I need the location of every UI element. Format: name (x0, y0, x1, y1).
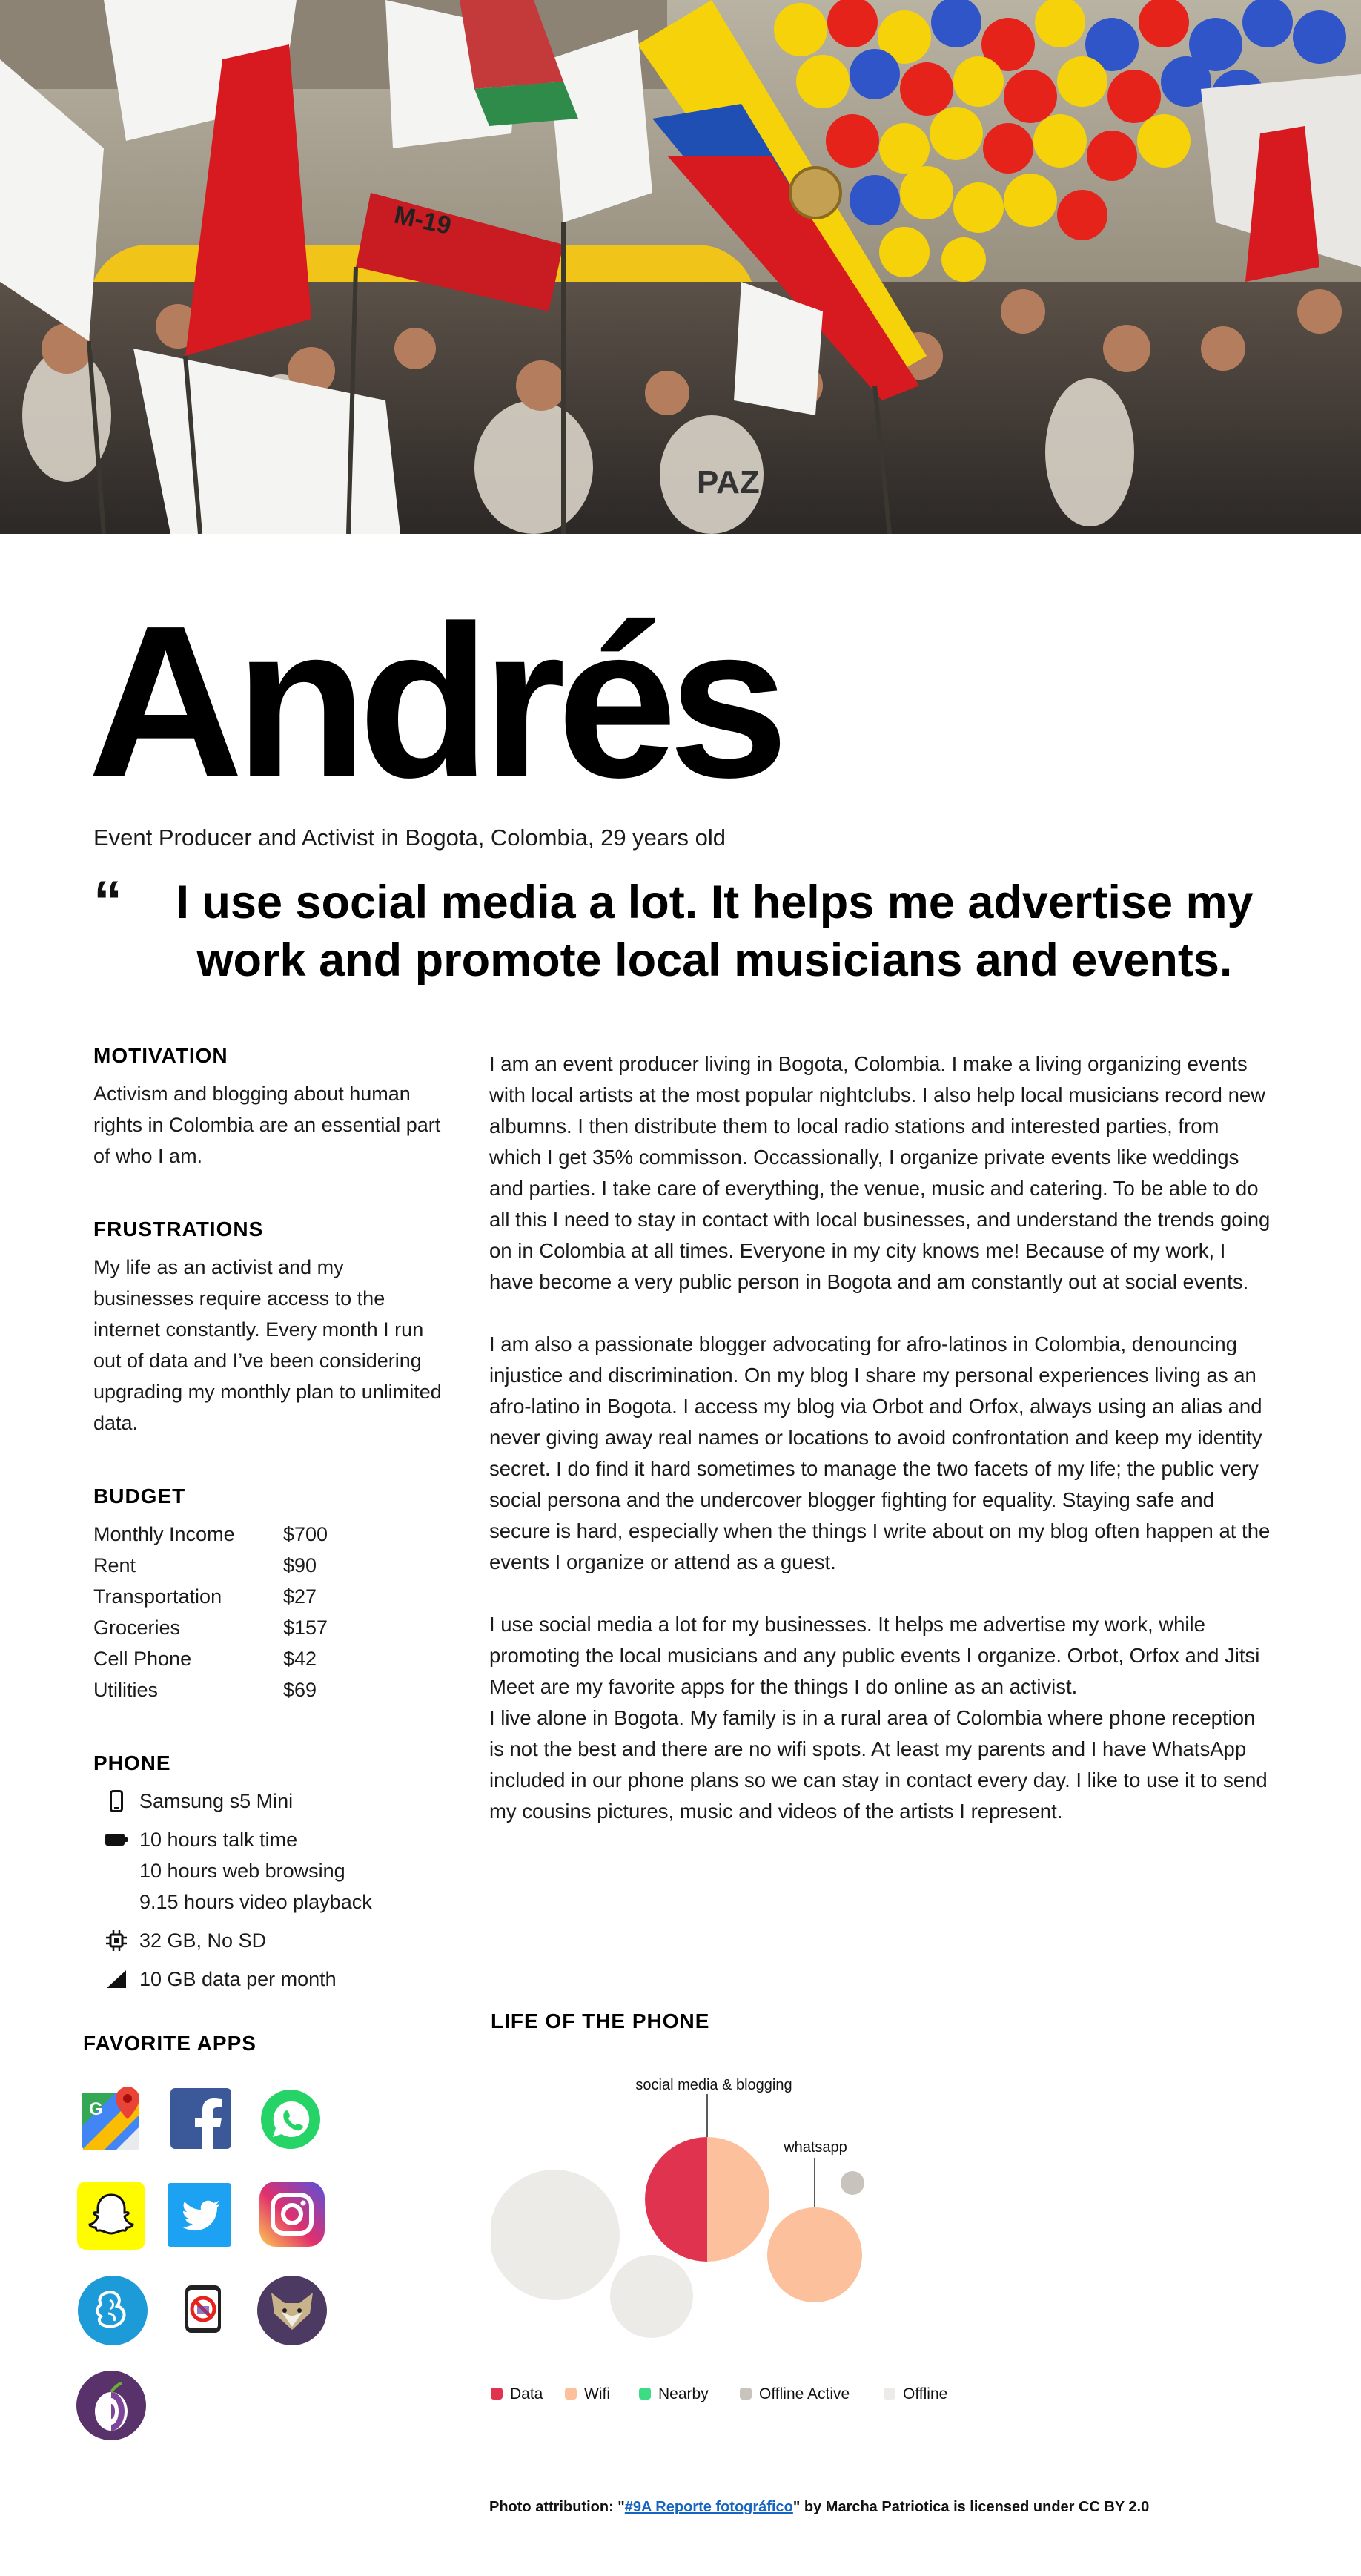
legend-label-data: Data (510, 2385, 543, 2402)
legend-swatch-nearby (639, 2388, 651, 2400)
social-media-label: social media & blogging (635, 2077, 792, 2093)
legend-label-nearby: Nearby (658, 2385, 709, 2402)
phone-model-row (93, 1786, 442, 1817)
phone-heading: PHONE (93, 1751, 171, 1774)
budget-value: $69 (283, 1679, 317, 1701)
orbot-icon[interactable] (181, 2282, 252, 2354)
quote-text: I use social media a lot. It helps me advertise my work and promote local musicians and events. (176, 876, 1254, 986)
persona-subtitle: Event Producer and Activist in Bogota, Colombia, 29 years old (93, 825, 726, 851)
story-paragraph-1: I am an event producer living in Bogota, Colombia. I make a living organizing events with local artists at the most popular nightclubs. I also help local musicians record new albumns. I then distribute them to local radio stations and interested parties, from which I get 35% commisson. Occassionally, I organize private events like weddings and parties. I take care of everything, the venue, music and catering. To be able to do all this I need to stay in contact with local businesses, and understand the trends going on in Colombia at all times. Everyone in my city knows me! Because of my work, I have become a very public person in Bogota and am constantly out at social events. (489, 1052, 1271, 1293)
life-of-phone-section (491, 2009, 1158, 2425)
favorite-apps-heading: FAVORITE APPS (83, 2032, 256, 2055)
attribution-prefix: Photo attribution: " (489, 2499, 625, 2515)
budget-value: $27 (283, 1585, 317, 1608)
legend-label-offline: Offline (903, 2385, 948, 2402)
budget-value: $700 (283, 1523, 328, 1545)
budget-label: Utilities (93, 1679, 159, 1701)
quote-mark-icon: “ (93, 868, 122, 934)
budget-row (93, 1674, 442, 1705)
budget-row (93, 1581, 442, 1612)
budget-value: $90 (283, 1554, 317, 1576)
phone-section (93, 1751, 442, 2002)
attribution-suffix: " by Marcha Patriotica is licensed under CC BY 2.0 (792, 2499, 1150, 2515)
legend-swatch-offline (884, 2388, 895, 2400)
story-paragraph-3: I use social media a lot for my businesses. It helps me advertise my work, while promoting the local musicians and any public events I organize. Orbot, Orfox and Jitsi Meet are my favorite apps for the things I do online as an activist. (489, 1613, 1260, 1698)
budget-value: $157 (283, 1616, 328, 1639)
battery-icon (93, 1824, 139, 1855)
budget-value: $42 (283, 1648, 317, 1670)
bubble-offline-active (841, 2171, 864, 2195)
motivation-heading: MOTIVATION (93, 1044, 228, 1067)
chip-icon (93, 1925, 139, 1956)
protest-crowd-image (0, 0, 1361, 534)
story-column (489, 1048, 1275, 1827)
svg-text:G: G (89, 2099, 103, 2119)
budget-label: Monthly Income (93, 1523, 235, 1545)
frustrations-text: My life as an activist and my businesses require access to the internet constantly. Every month I run out of data and I’ve been considering upgrading my monthly plan to unlimited data. (93, 1256, 442, 1434)
bubble-whatsapp (767, 2207, 862, 2302)
legend-label-wifi: Wifi (584, 2385, 610, 2402)
bubble-social-media-wifi-half (707, 2137, 769, 2262)
life-of-phone-heading: LIFE OF THE PHONE (491, 2009, 710, 2032)
legend-swatch-offline-active (740, 2388, 752, 2400)
signal-icon (93, 1964, 139, 1995)
twitter-icon[interactable] (168, 2183, 239, 2254)
flag-text-m19: M-19 (391, 200, 454, 240)
smartphone-icon (93, 1786, 139, 1817)
google-maps-icon[interactable] (79, 2085, 150, 2156)
persona-quote (93, 868, 1294, 989)
budget-label: Rent (93, 1554, 136, 1576)
story-paragraph-2: I am also a passionate blogger advocating for afro-latinos in Colombia, denouncing injustice and discrimination. On my blog I share my personal experiences living as an afro-latino in Bogota. I access my blog via Orbot and Orfox, always using an alias and never giving away real names or locations to avoid confrontation and keep my identity secret. I do find it hard sometimes to manage the two facets of my life; the public very social persona and the undercover blogger fighting for equality. Staying safe and secure is hard, especially when the things I write about on my blog often happen at the events I organize or attend as a guest. (489, 1332, 1271, 1573)
chart-legend (491, 2385, 947, 2402)
budget-row (93, 1519, 442, 1550)
budget-heading: BUDGET (93, 1484, 186, 1507)
story-paragraph-4: I live alone in Bogota. My family is in a rural area of Colombia where phone reception is not the best and there are no wifi spots. At least my parents and I have WhatsApp included in our phone plans so we can stay in contact every day. I like to use it to send my cousins pictures, music and videos of the artists I represent. (489, 1706, 1268, 1823)
phone-data-plan: 10 GB data per month (139, 1968, 337, 1990)
jitsi-icon[interactable] (77, 2275, 148, 2346)
phone-storage-row (93, 1925, 442, 1956)
frustrations-section (93, 1218, 442, 1439)
bubble-offline-small (610, 2255, 693, 2338)
motivation-section (93, 1044, 442, 1172)
whatsapp-icon[interactable] (259, 2088, 331, 2159)
budget-row (93, 1612, 442, 1643)
apps-grid (76, 2085, 402, 2500)
whatsapp-label: whatsapp (784, 2139, 847, 2156)
flag-text-paz: PAZ (697, 464, 760, 501)
budget-label: Cell Phone (93, 1648, 192, 1670)
budget-row (93, 1643, 442, 1674)
phone-data-row (93, 1964, 442, 1995)
legend-swatch-wifi (565, 2388, 577, 2400)
battery-talk-time: 10 hours talk time (139, 1829, 298, 1851)
budget-label: Transportation (93, 1585, 222, 1608)
orfox-icon[interactable] (256, 2275, 328, 2346)
frustrations-heading: FRUSTRATIONS (93, 1218, 264, 1241)
phone-model: Samsung s5 Mini (139, 1790, 294, 1812)
facebook-icon[interactable] (170, 2088, 242, 2159)
budget-label: Groceries (93, 1616, 181, 1639)
battery-video-playback: 9.15 hours video playback (139, 1891, 372, 1913)
phone-storage: 32 GB, No SD (139, 1929, 267, 1952)
photo-attribution (489, 2499, 1149, 2516)
budget-row (93, 1550, 442, 1581)
instagram-icon[interactable] (258, 2180, 329, 2251)
attribution-link[interactable]: #9A Reporte fotográfico (624, 2499, 793, 2515)
hero-photo (0, 0, 1361, 534)
legend-swatch-data (491, 2388, 503, 2400)
motivation-text: Activism and blogging about human rights in Colombia are an essential part of who I am. (93, 1083, 441, 1167)
battery-web-browsing: 10 hours web browsing (139, 1860, 345, 1882)
life-of-phone-chart (491, 2039, 1158, 2425)
bubble-offline-large (491, 2170, 620, 2300)
budget-section (93, 1484, 442, 1705)
phone-battery-row (93, 1824, 442, 1918)
persona-name: Andrés (87, 581, 781, 822)
favorite-apps-section (76, 2032, 402, 2500)
legend-label-offline-active: Offline Active (759, 2385, 850, 2402)
bubble-social-media-data-half (645, 2137, 707, 2262)
tor-icon[interactable] (76, 2370, 147, 2441)
snapchat-icon[interactable] (76, 2180, 147, 2251)
